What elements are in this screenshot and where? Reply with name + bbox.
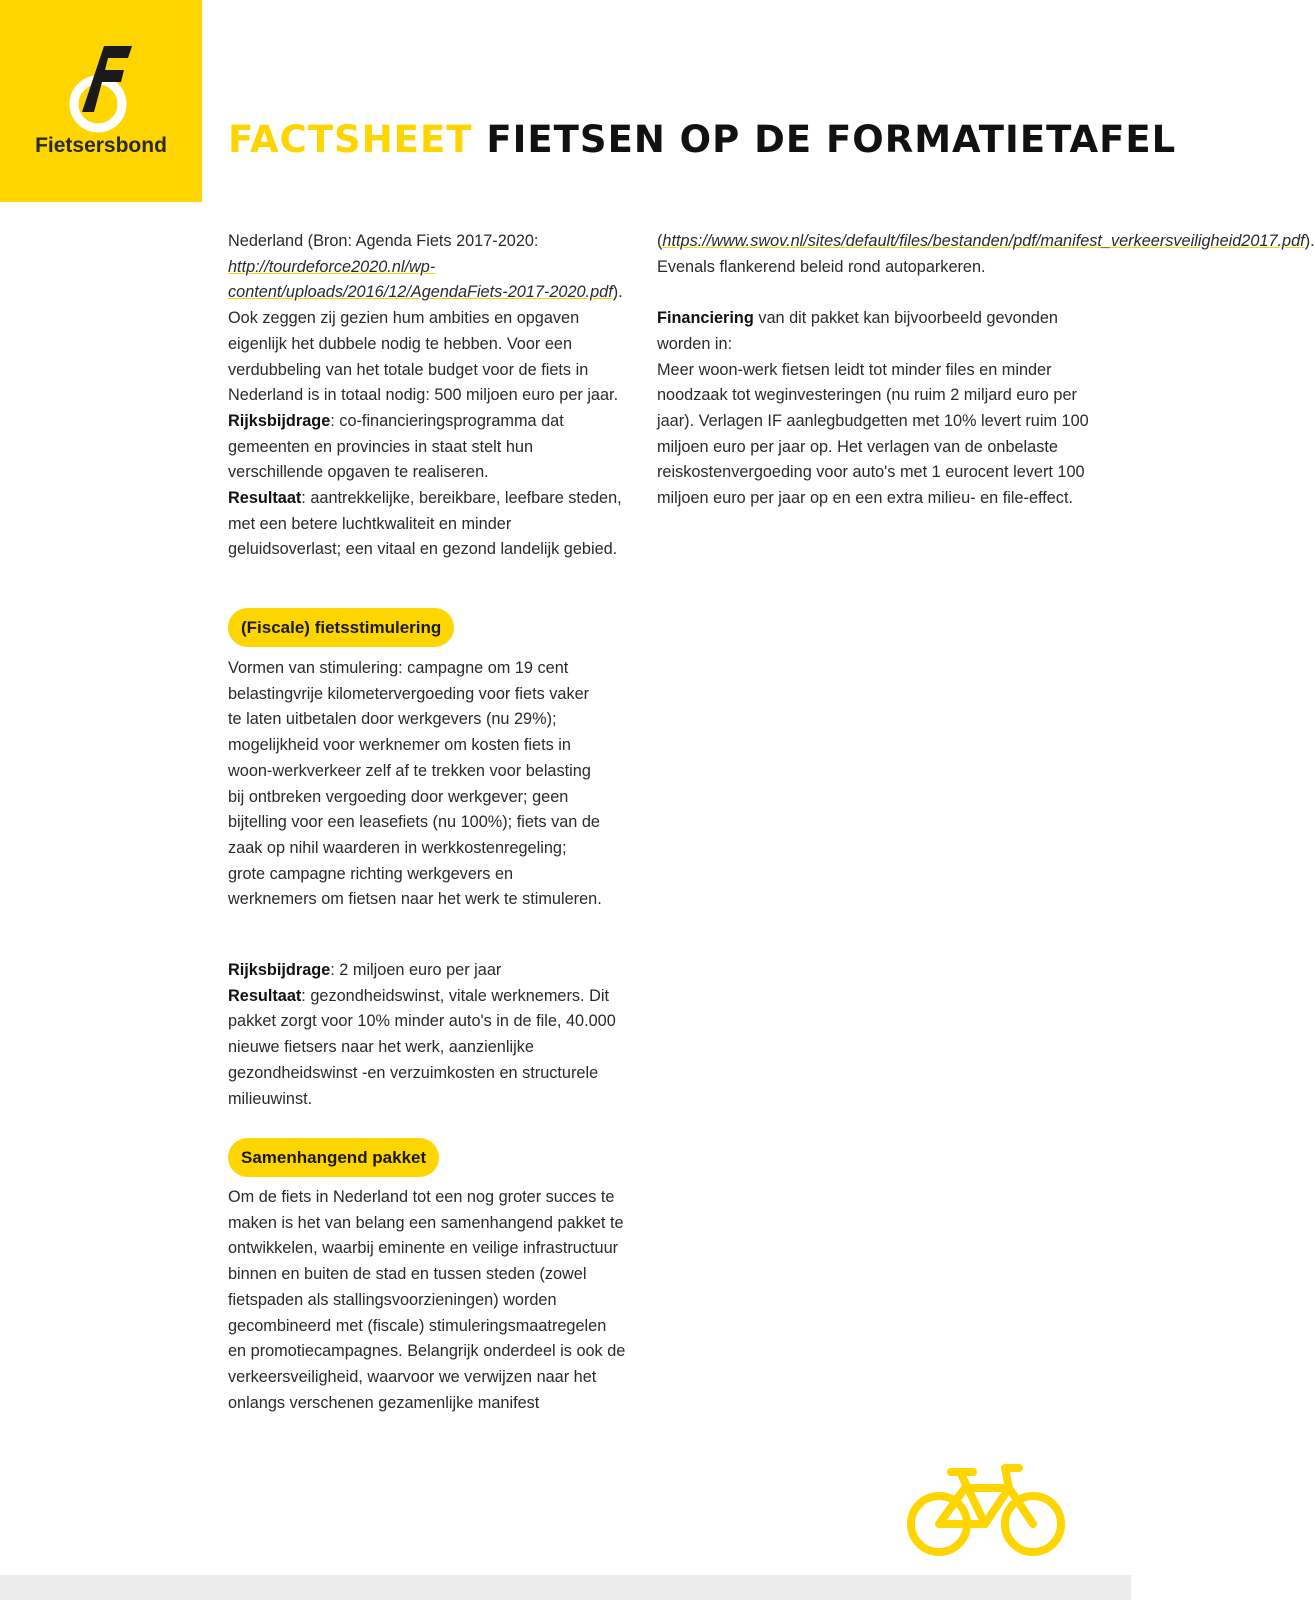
brand-logo-box [0,0,202,202]
fietsersbond-logo-icon [66,42,138,134]
samenhangend-pakket-heading: Samenhangend pakket [228,1138,439,1177]
financiering-paragraph [657,306,1097,357]
fiscal-rijksbijdrage-text: : 2 miljoen euro per jaar [330,961,502,979]
left-column [228,229,628,563]
fiscal-resultaat [228,984,638,1113]
brand-name: Fietsersbond [35,134,167,157]
intro-paragraph [228,229,628,409]
intro-rest: ). Ook zeggen zij gezien hum ambities en opgaven eigenlijk het dubbele nodig te hebben. Voor een verdubbeling van het totale budget voor de fiets in Nederland is in totaal nodig: 500 miljoen euro per jaar. [228,283,623,405]
agenda-fiets-link[interactable]: http://tourdeforce2020.nl/wp-content/uploads/2016/12/AgendaFiets-2017-2020.pdf [228,257,613,302]
right-column [657,229,1315,512]
resultaat-label: Resultaat [228,489,302,508]
rijksbijdrage-paragraph [228,409,628,486]
fiscal-result-block [228,958,638,1112]
fiscal-body-text: Vormen van stimulering: campagne om 19 cent belastingvrije kilometervergoeding voor fiets vaker te laten uitbetalen door werkgevers (nu 29%); mogelijkheid voor werknemer om kosten fiets in woon-werkverkeer zelf af te trekken voor belasting bij ontbreken vergoeding door werkgever; geen bijtelling voor een leasefiets (nu 100%); fiets van de zaak op nihil waarderen in werkkostenregeling; grote campagne richting werkgevers en werknemers om fietsen naar het werk te stimuleren. [228,659,602,909]
intro-text: Nederland (Bron: Agenda Fiets 2017-2020: [228,232,539,250]
fiscal-body [228,656,603,913]
fiscal-rijksbijdrage-label: Rijksbijdrage [228,961,331,979]
financiering-body: Meer woon-werk fietsen leidt tot minder files en minder noodzaak tot weginvesteringen (nu ruim 2 miljard euro per jaar). Verlagen IF aanlegbudgetten met 10% levert ruim 100 miljoen euro per jaar op. Het verlagen van de onbelaste reiskostenvergoeding voor auto's met 1 eurocent levert 100 miljoen euro per jaar op en een extra milieu- en file-effect. [657,360,1089,508]
financiering-label: Financiering [657,309,754,328]
swov-paragraph [657,229,1315,280]
resultaat-paragraph [228,486,628,563]
page-title [228,118,1176,161]
bicycle-icon [905,1460,1067,1560]
swov-rest: ). Evenals flankerend beleid rond autoparkeren. [657,232,1315,276]
rijksbijdrage-label: Rijksbijdrage [228,411,331,430]
package-body [228,1185,628,1416]
title-part-factsheet: FACTSHEET [228,118,473,161]
open-paren: ( [657,232,663,250]
fiscal-rijksbijdrage [228,958,638,984]
fiscale-fietsstimulering-heading: (Fiscale) fietsstimulering [228,608,454,647]
package-body-text: Om de fiets in Nederland tot een nog groter succes te maken is het van belang een samenhangend pakket te ontwikkelen, waarbij eminente en veilige infrastructuur binnen en buiten de stad en tussen steden (zowel fietspaden als stallingsvoorzieningen) worden gecombineerd met (fiscale) stimuleringsmaatregelen en promotiecampagnes. Belangrijk onderdeel is ook de verkeersveiligheid, waarvoor we verwijzen naar het onlangs verschenen gezamenlijke manifest [228,1188,626,1412]
financiering-text: van dit pakket kan bijvoorbeeld gevonden worden in: [657,309,1058,353]
swov-manifest-link[interactable]: https://www.swov.nl/sites/default/files/bestanden/pdf/manifest_verkeersveiligheid2017.pdf [662,232,1305,250]
title-part-main: FIETSEN OP DE FORMATIETAFEL [486,118,1177,161]
footer-bar [0,1575,1131,1600]
fiscal-resultaat-text: : gezondheidswinst, vitale werknemers. Dit pakket zorgt voor 10% minder auto's in de file, 40.000 nieuwe fietsers naar het werk, aanzienlijke gezondheidswinst -en verzuimkosten en structurele milieuwinst. [228,986,616,1108]
resultaat-text: : aantrekkelijke, bereikbare, leefbare steden, met een betere luchtkwaliteit en minder geluidsoverlast; een vitaal en gezond landelijk gebied. [228,489,622,559]
fiscal-resultaat-label: Resultaat [228,986,302,1005]
rijksbijdrage-text: : co-financieringsprogramma dat gemeenten en provincies in staat stelt hun verschillende opgaven te realiseren. [228,411,564,482]
